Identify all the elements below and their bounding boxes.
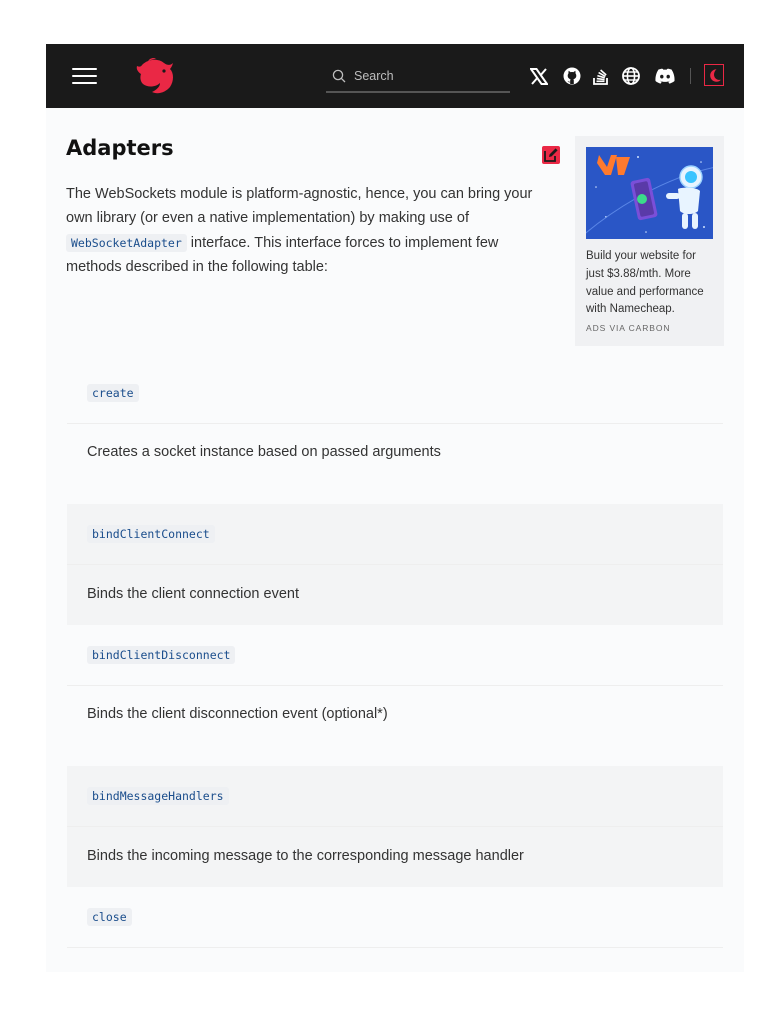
table-row bbox=[67, 363, 723, 504]
x-twitter-icon[interactable] bbox=[528, 65, 550, 87]
ad-via-label[interactable]: ADS VIA CARBON bbox=[586, 323, 671, 333]
methods-table bbox=[67, 363, 723, 972]
method-description: Creates a socket instance based on passed arguments bbox=[87, 444, 441, 460]
method-description: Binds the incoming message to the corresponding message handler bbox=[87, 848, 524, 864]
method-name-cell bbox=[67, 625, 723, 686]
ad-image[interactable] bbox=[586, 147, 713, 239]
method-description-cell bbox=[67, 948, 723, 972]
stackoverflow-icon[interactable] bbox=[590, 65, 612, 87]
search-box[interactable] bbox=[326, 62, 510, 93]
table-row bbox=[67, 887, 723, 972]
search-icon bbox=[332, 69, 346, 83]
method-name-cell bbox=[67, 363, 723, 424]
method-description: Binds the client connection event bbox=[87, 586, 299, 602]
table-row bbox=[67, 625, 723, 766]
method-name: bindMessageHandlers bbox=[87, 787, 229, 805]
menu-icon[interactable] bbox=[72, 68, 97, 85]
inline-code-websocket-adapter: WebSocketAdapter bbox=[66, 234, 187, 252]
github-icon[interactable] bbox=[561, 65, 583, 87]
method-description-cell bbox=[67, 827, 723, 887]
globe-icon[interactable] bbox=[620, 65, 642, 87]
method-name: close bbox=[87, 908, 132, 926]
method-name: create bbox=[87, 384, 139, 402]
method-name-cell bbox=[67, 766, 723, 827]
carbon-ad bbox=[575, 136, 724, 346]
method-name: bindClientDisconnect bbox=[87, 646, 235, 664]
edit-page-button[interactable] bbox=[542, 146, 560, 164]
method-name-cell bbox=[67, 504, 723, 565]
method-name-cell bbox=[67, 887, 723, 948]
table-row bbox=[67, 766, 723, 887]
method-name: bindClientConnect bbox=[87, 525, 215, 543]
top-nav-bar bbox=[46, 44, 744, 108]
table-row bbox=[67, 504, 723, 625]
ad-text[interactable]: Build your website for just $3.88/mth. More value and performance with Namecheap. bbox=[586, 250, 704, 316]
page-frame bbox=[46, 44, 744, 972]
method-description-cell bbox=[67, 686, 723, 766]
theme-toggle-icon[interactable] bbox=[704, 64, 724, 86]
method-description-cell bbox=[67, 424, 723, 504]
discord-icon[interactable] bbox=[652, 65, 678, 87]
page-title: Adapters bbox=[66, 136, 174, 160]
method-description: Binds the client disconnection event (optional*) bbox=[87, 706, 388, 722]
search-input[interactable] bbox=[354, 65, 504, 87]
method-description-cell bbox=[67, 565, 723, 625]
nav-divider bbox=[690, 68, 691, 84]
intro-paragraph: The WebSockets module is platform-agnostic, hence, you can bring your own library (or even a native implementation) by making use of WebSocketAdapter interface. This interface forces to implement few methods described in the following table: bbox=[66, 186, 533, 275]
nestjs-logo-icon[interactable] bbox=[134, 57, 176, 95]
